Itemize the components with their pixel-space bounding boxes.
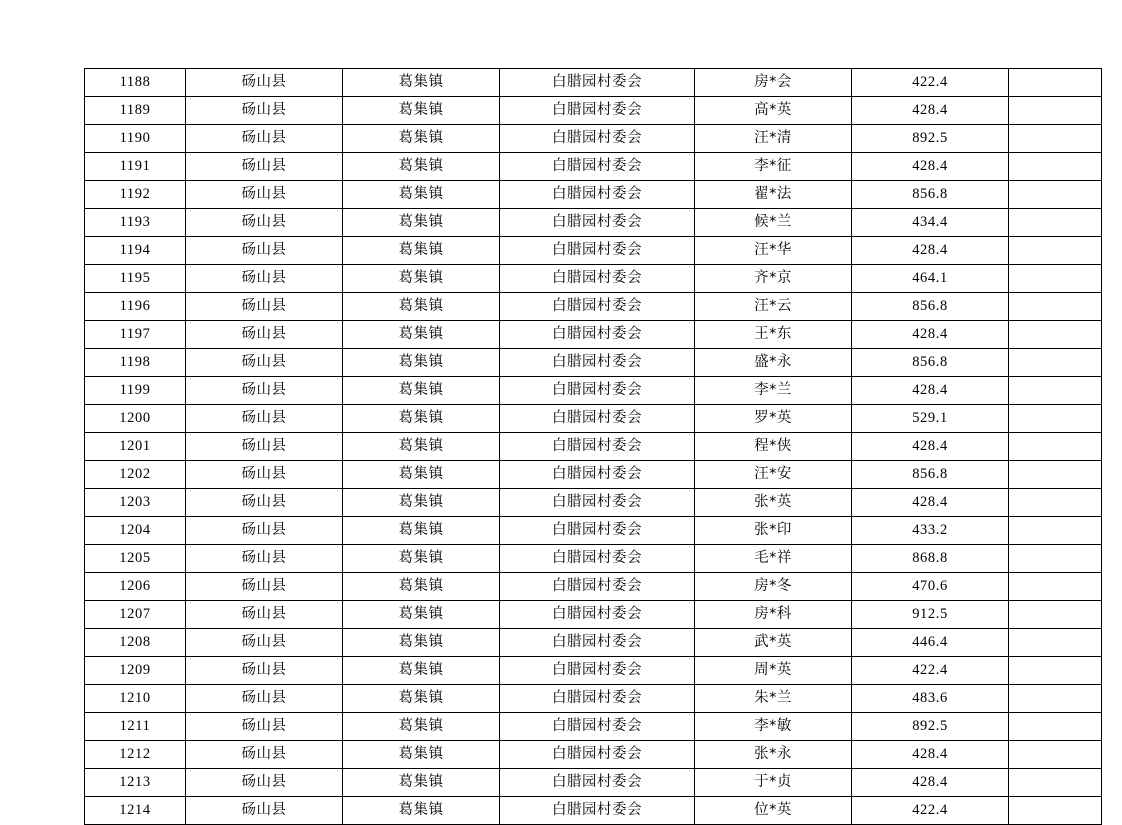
cell-county: 砀山县 bbox=[186, 153, 343, 181]
cell-name: 盛*永 bbox=[695, 349, 852, 377]
cell-seq: 1214 bbox=[85, 797, 186, 825]
cell-blank bbox=[1009, 713, 1102, 741]
cell-amount: 470.6 bbox=[852, 573, 1009, 601]
cell-village: 白腊园村委会 bbox=[500, 209, 695, 237]
cell-village: 白腊园村委会 bbox=[500, 181, 695, 209]
cell-amount: 856.8 bbox=[852, 181, 1009, 209]
cell-village: 白腊园村委会 bbox=[500, 601, 695, 629]
cell-village: 白腊园村委会 bbox=[500, 125, 695, 153]
cell-seq: 1212 bbox=[85, 741, 186, 769]
table-row bbox=[85, 69, 1102, 97]
cell-amount: 856.8 bbox=[852, 461, 1009, 489]
table-row bbox=[85, 517, 1102, 545]
cell-blank bbox=[1009, 69, 1102, 97]
cell-seq: 1205 bbox=[85, 545, 186, 573]
cell-blank bbox=[1009, 657, 1102, 685]
cell-village: 白腊园村委会 bbox=[500, 685, 695, 713]
cell-county: 砀山县 bbox=[186, 685, 343, 713]
cell-amount: 428.4 bbox=[852, 321, 1009, 349]
cell-village: 白腊园村委会 bbox=[500, 433, 695, 461]
cell-blank bbox=[1009, 769, 1102, 797]
cell-name: 张*永 bbox=[695, 741, 852, 769]
table-row bbox=[85, 629, 1102, 657]
cell-blank bbox=[1009, 181, 1102, 209]
cell-name: 毛*祥 bbox=[695, 545, 852, 573]
cell-county: 砀山县 bbox=[186, 97, 343, 125]
cell-village: 白腊园村委会 bbox=[500, 321, 695, 349]
cell-blank bbox=[1009, 405, 1102, 433]
cell-name: 汪*云 bbox=[695, 293, 852, 321]
cell-county: 砀山县 bbox=[186, 601, 343, 629]
cell-town: 葛集镇 bbox=[343, 713, 500, 741]
cell-town: 葛集镇 bbox=[343, 629, 500, 657]
cell-name: 张*英 bbox=[695, 489, 852, 517]
cell-village: 白腊园村委会 bbox=[500, 405, 695, 433]
cell-town: 葛集镇 bbox=[343, 97, 500, 125]
table-row bbox=[85, 321, 1102, 349]
cell-town: 葛集镇 bbox=[343, 153, 500, 181]
table-row bbox=[85, 797, 1102, 825]
cell-amount: 446.4 bbox=[852, 629, 1009, 657]
table-row bbox=[85, 181, 1102, 209]
cell-name: 翟*法 bbox=[695, 181, 852, 209]
cell-town: 葛集镇 bbox=[343, 321, 500, 349]
cell-amount: 422.4 bbox=[852, 797, 1009, 825]
table-row bbox=[85, 685, 1102, 713]
cell-county: 砀山县 bbox=[186, 125, 343, 153]
cell-blank bbox=[1009, 601, 1102, 629]
cell-blank bbox=[1009, 517, 1102, 545]
cell-name: 于*贞 bbox=[695, 769, 852, 797]
cell-county: 砀山县 bbox=[186, 489, 343, 517]
cell-town: 葛集镇 bbox=[343, 433, 500, 461]
cell-blank bbox=[1009, 489, 1102, 517]
cell-village: 白腊园村委会 bbox=[500, 741, 695, 769]
cell-village: 白腊园村委会 bbox=[500, 573, 695, 601]
cell-village: 白腊园村委会 bbox=[500, 97, 695, 125]
cell-town: 葛集镇 bbox=[343, 209, 500, 237]
table-row bbox=[85, 237, 1102, 265]
table-row bbox=[85, 293, 1102, 321]
table-row bbox=[85, 125, 1102, 153]
cell-amount: 856.8 bbox=[852, 293, 1009, 321]
cell-amount: 428.4 bbox=[852, 153, 1009, 181]
cell-seq: 1192 bbox=[85, 181, 186, 209]
cell-seq: 1195 bbox=[85, 265, 186, 293]
cell-seq: 1196 bbox=[85, 293, 186, 321]
cell-blank bbox=[1009, 797, 1102, 825]
cell-amount: 428.4 bbox=[852, 97, 1009, 125]
cell-county: 砀山县 bbox=[186, 237, 343, 265]
cell-name: 房*冬 bbox=[695, 573, 852, 601]
cell-blank bbox=[1009, 321, 1102, 349]
cell-village: 白腊园村委会 bbox=[500, 545, 695, 573]
cell-county: 砀山县 bbox=[186, 265, 343, 293]
table-row bbox=[85, 573, 1102, 601]
cell-village: 白腊园村委会 bbox=[500, 461, 695, 489]
cell-seq: 1189 bbox=[85, 97, 186, 125]
table-row bbox=[85, 601, 1102, 629]
subsidy-table bbox=[84, 68, 1102, 825]
cell-name: 李*兰 bbox=[695, 377, 852, 405]
cell-amount: 433.2 bbox=[852, 517, 1009, 545]
cell-amount: 868.8 bbox=[852, 545, 1009, 573]
cell-name: 高*英 bbox=[695, 97, 852, 125]
cell-name: 李*征 bbox=[695, 153, 852, 181]
cell-amount: 912.5 bbox=[852, 601, 1009, 629]
cell-village: 白腊园村委会 bbox=[500, 293, 695, 321]
cell-village: 白腊园村委会 bbox=[500, 377, 695, 405]
cell-blank bbox=[1009, 377, 1102, 405]
cell-county: 砀山县 bbox=[186, 209, 343, 237]
cell-name: 李*敏 bbox=[695, 713, 852, 741]
cell-town: 葛集镇 bbox=[343, 489, 500, 517]
cell-seq: 1193 bbox=[85, 209, 186, 237]
cell-county: 砀山县 bbox=[186, 461, 343, 489]
cell-name: 候*兰 bbox=[695, 209, 852, 237]
table-body bbox=[85, 69, 1102, 825]
cell-blank bbox=[1009, 125, 1102, 153]
cell-blank bbox=[1009, 293, 1102, 321]
cell-seq: 1188 bbox=[85, 69, 186, 97]
cell-seq: 1197 bbox=[85, 321, 186, 349]
table-row bbox=[85, 545, 1102, 573]
cell-name: 罗*英 bbox=[695, 405, 852, 433]
cell-name: 房*科 bbox=[695, 601, 852, 629]
cell-blank bbox=[1009, 461, 1102, 489]
cell-seq: 1200 bbox=[85, 405, 186, 433]
cell-name: 王*东 bbox=[695, 321, 852, 349]
table-row bbox=[85, 209, 1102, 237]
cell-county: 砀山县 bbox=[186, 293, 343, 321]
cell-town: 葛集镇 bbox=[343, 349, 500, 377]
cell-county: 砀山县 bbox=[186, 741, 343, 769]
cell-amount: 434.4 bbox=[852, 209, 1009, 237]
cell-town: 葛集镇 bbox=[343, 685, 500, 713]
cell-village: 白腊园村委会 bbox=[500, 153, 695, 181]
cell-village: 白腊园村委会 bbox=[500, 489, 695, 517]
cell-seq: 1202 bbox=[85, 461, 186, 489]
cell-name: 周*英 bbox=[695, 657, 852, 685]
table-row bbox=[85, 377, 1102, 405]
cell-village: 白腊园村委会 bbox=[500, 237, 695, 265]
cell-village: 白腊园村委会 bbox=[500, 349, 695, 377]
cell-county: 砀山县 bbox=[186, 657, 343, 685]
table-row bbox=[85, 657, 1102, 685]
cell-blank bbox=[1009, 265, 1102, 293]
cell-name: 汪*华 bbox=[695, 237, 852, 265]
cell-town: 葛集镇 bbox=[343, 125, 500, 153]
cell-blank bbox=[1009, 629, 1102, 657]
cell-seq: 1206 bbox=[85, 573, 186, 601]
cell-amount: 428.4 bbox=[852, 741, 1009, 769]
cell-seq: 1191 bbox=[85, 153, 186, 181]
cell-county: 砀山县 bbox=[186, 713, 343, 741]
cell-town: 葛集镇 bbox=[343, 461, 500, 489]
cell-seq: 1210 bbox=[85, 685, 186, 713]
cell-town: 葛集镇 bbox=[343, 601, 500, 629]
cell-name: 汪*安 bbox=[695, 461, 852, 489]
cell-seq: 1198 bbox=[85, 349, 186, 377]
cell-town: 葛集镇 bbox=[343, 545, 500, 573]
cell-amount: 464.1 bbox=[852, 265, 1009, 293]
cell-amount: 428.4 bbox=[852, 489, 1009, 517]
cell-blank bbox=[1009, 209, 1102, 237]
cell-name: 朱*兰 bbox=[695, 685, 852, 713]
cell-town: 葛集镇 bbox=[343, 657, 500, 685]
cell-seq: 1211 bbox=[85, 713, 186, 741]
cell-seq: 1209 bbox=[85, 657, 186, 685]
cell-county: 砀山县 bbox=[186, 797, 343, 825]
table-row bbox=[85, 713, 1102, 741]
cell-town: 葛集镇 bbox=[343, 377, 500, 405]
cell-town: 葛集镇 bbox=[343, 741, 500, 769]
cell-amount: 892.5 bbox=[852, 713, 1009, 741]
cell-county: 砀山县 bbox=[186, 405, 343, 433]
cell-county: 砀山县 bbox=[186, 629, 343, 657]
table-row bbox=[85, 405, 1102, 433]
cell-seq: 1203 bbox=[85, 489, 186, 517]
cell-seq: 1201 bbox=[85, 433, 186, 461]
cell-amount: 529.1 bbox=[852, 405, 1009, 433]
cell-county: 砀山县 bbox=[186, 769, 343, 797]
cell-name: 位*英 bbox=[695, 797, 852, 825]
cell-amount: 428.4 bbox=[852, 433, 1009, 461]
cell-amount: 428.4 bbox=[852, 769, 1009, 797]
cell-seq: 1213 bbox=[85, 769, 186, 797]
cell-county: 砀山县 bbox=[186, 377, 343, 405]
cell-amount: 483.6 bbox=[852, 685, 1009, 713]
cell-village: 白腊园村委会 bbox=[500, 657, 695, 685]
cell-blank bbox=[1009, 237, 1102, 265]
cell-seq: 1208 bbox=[85, 629, 186, 657]
cell-village: 白腊园村委会 bbox=[500, 797, 695, 825]
cell-town: 葛集镇 bbox=[343, 265, 500, 293]
cell-amount: 856.8 bbox=[852, 349, 1009, 377]
cell-amount: 428.4 bbox=[852, 237, 1009, 265]
cell-county: 砀山县 bbox=[186, 433, 343, 461]
cell-seq: 1204 bbox=[85, 517, 186, 545]
cell-name: 武*英 bbox=[695, 629, 852, 657]
cell-name: 程*侠 bbox=[695, 433, 852, 461]
cell-town: 葛集镇 bbox=[343, 405, 500, 433]
cell-county: 砀山县 bbox=[186, 321, 343, 349]
cell-blank bbox=[1009, 741, 1102, 769]
cell-county: 砀山县 bbox=[186, 349, 343, 377]
table-row bbox=[85, 489, 1102, 517]
table-row bbox=[85, 433, 1102, 461]
cell-village: 白腊园村委会 bbox=[500, 713, 695, 741]
cell-blank bbox=[1009, 545, 1102, 573]
cell-county: 砀山县 bbox=[186, 517, 343, 545]
cell-blank bbox=[1009, 97, 1102, 125]
cell-amount: 892.5 bbox=[852, 125, 1009, 153]
cell-village: 白腊园村委会 bbox=[500, 69, 695, 97]
table-row bbox=[85, 153, 1102, 181]
cell-blank bbox=[1009, 433, 1102, 461]
table-row bbox=[85, 97, 1102, 125]
cell-county: 砀山县 bbox=[186, 69, 343, 97]
cell-village: 白腊园村委会 bbox=[500, 265, 695, 293]
cell-amount: 422.4 bbox=[852, 657, 1009, 685]
table-row bbox=[85, 461, 1102, 489]
cell-county: 砀山县 bbox=[186, 545, 343, 573]
cell-seq: 1190 bbox=[85, 125, 186, 153]
cell-town: 葛集镇 bbox=[343, 769, 500, 797]
cell-blank bbox=[1009, 153, 1102, 181]
table-row bbox=[85, 349, 1102, 377]
cell-town: 葛集镇 bbox=[343, 573, 500, 601]
cell-county: 砀山县 bbox=[186, 181, 343, 209]
cell-town: 葛集镇 bbox=[343, 181, 500, 209]
cell-town: 葛集镇 bbox=[343, 797, 500, 825]
cell-town: 葛集镇 bbox=[343, 293, 500, 321]
cell-seq: 1194 bbox=[85, 237, 186, 265]
cell-village: 白腊园村委会 bbox=[500, 769, 695, 797]
cell-blank bbox=[1009, 349, 1102, 377]
table-row bbox=[85, 741, 1102, 769]
cell-town: 葛集镇 bbox=[343, 517, 500, 545]
cell-seq: 1199 bbox=[85, 377, 186, 405]
cell-village: 白腊园村委会 bbox=[500, 517, 695, 545]
table-row bbox=[85, 769, 1102, 797]
cell-seq: 1207 bbox=[85, 601, 186, 629]
cell-name: 房*会 bbox=[695, 69, 852, 97]
cell-amount: 422.4 bbox=[852, 69, 1009, 97]
cell-name: 汪*清 bbox=[695, 125, 852, 153]
cell-name: 齐*京 bbox=[695, 265, 852, 293]
cell-blank bbox=[1009, 573, 1102, 601]
cell-name: 张*印 bbox=[695, 517, 852, 545]
cell-town: 葛集镇 bbox=[343, 237, 500, 265]
cell-town: 葛集镇 bbox=[343, 69, 500, 97]
cell-county: 砀山县 bbox=[186, 573, 343, 601]
table-row bbox=[85, 265, 1102, 293]
cell-village: 白腊园村委会 bbox=[500, 629, 695, 657]
cell-blank bbox=[1009, 685, 1102, 713]
cell-amount: 428.4 bbox=[852, 377, 1009, 405]
